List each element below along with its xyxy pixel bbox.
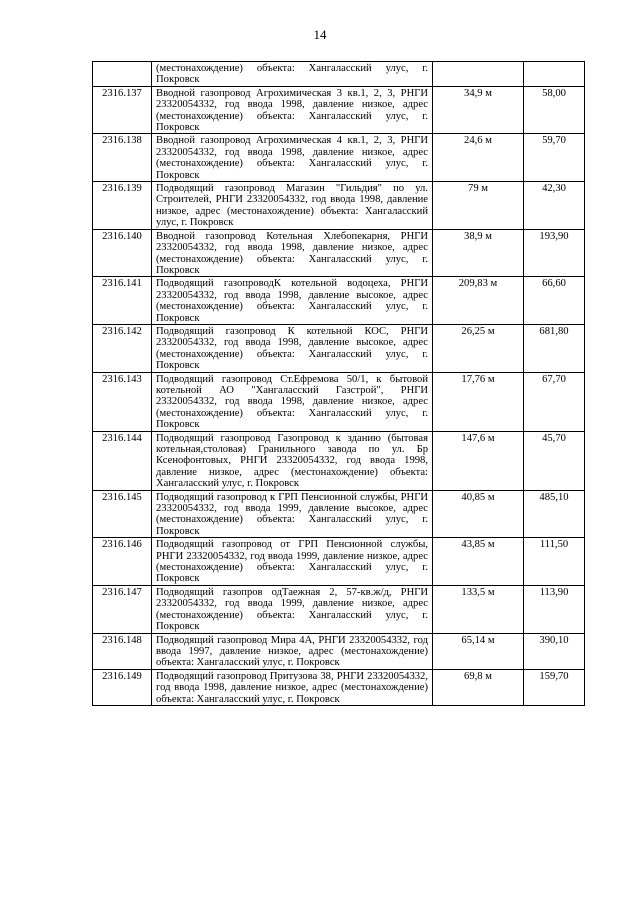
row-description-cell: (местонахождение) объекта: Хангаласский улус, г. Покровск xyxy=(152,62,433,87)
row-value-cell: 390,10 xyxy=(524,633,585,669)
table-row xyxy=(93,372,585,431)
row-description-cell: Вводной газопровод Котельная Хлебопекарня, РНГИ 23320054332, год ввода 1998, давление низкое, адрес (местонахождение) объекта: Хангаласский улус, г. Покровск xyxy=(152,229,433,277)
row-value-cell: 193,90 xyxy=(524,229,585,277)
row-length-cell: 17,76 м xyxy=(433,372,524,431)
table-row xyxy=(93,490,585,538)
row-id-cell: 2316.140 xyxy=(93,229,152,277)
row-id-cell: 2316.141 xyxy=(93,277,152,325)
row-id-cell: 2316.148 xyxy=(93,633,152,669)
row-length-cell: 34,9 м xyxy=(433,86,524,134)
row-id-cell xyxy=(93,62,152,87)
row-description-cell: Вводной газопровод Агрохимическая 3 кв.1, 2, 3, РНГИ 23320054332, год ввода 1998, давление низкое, адрес (местонахождение) объекта: Хангаласский улус, г. Покровск xyxy=(152,86,433,134)
row-description-cell: Подводящий газопровод Ст.Ефремова 50/1, к бытовой котельной АО "Хангаласский Газстрой", РНГИ 23320054332, год ввода 1998, давление низкое, адрес (местонахождение) объекта: Хангаласский улус, г. Покровск xyxy=(152,372,433,431)
row-length-cell: 69,8 м xyxy=(433,669,524,705)
row-id-cell: 2316.138 xyxy=(93,134,152,182)
row-length-cell: 79 м xyxy=(433,182,524,230)
row-length-cell: 40,85 м xyxy=(433,490,524,538)
row-description-cell: Подводящий газопроводК котельной водоцеха, РНГИ 23320054332, год ввода 1998, давление высокое, адрес (местонахождение) объекта: Хангаласский улус, г. Покровск xyxy=(152,277,433,325)
row-length-cell: 38,9 м xyxy=(433,229,524,277)
row-description-cell: Вводной газопровод Агрохимическая 4 кв.1, 2, 3, РНГИ 23320054332, год ввода 1998, давление низкое, адрес (местонахождение) объекта: Хангаласский улус, г. Покровск xyxy=(152,134,433,182)
row-id-cell: 2316.139 xyxy=(93,182,152,230)
row-id-cell: 2316.137 xyxy=(93,86,152,134)
page-number: 14 xyxy=(313,27,327,42)
row-description-cell: Подводящий газопровод Газопровод к зданию (бытовая котельная,столовая) Гранильного завода по ул. Бр Ксенофонтовых, РНГИ 23320054332, год ввода 1998, давление низкое, адрес (местонахождение) объекта: Хангаласский улус, г. Покровск xyxy=(152,431,433,490)
table-row xyxy=(93,324,585,372)
row-value-cell: 66,60 xyxy=(524,277,585,325)
row-id-cell: 2316.142 xyxy=(93,324,152,372)
table-row xyxy=(93,86,585,134)
row-value-cell: 67,70 xyxy=(524,372,585,431)
row-value-cell: 45,70 xyxy=(524,431,585,490)
row-description-cell: Подводящий газопровод Магазин "Гильдия" по ул. Строителей, РНГИ 23320054332, год ввода 1998, давление низкое, адрес (местонахождение) объекта: Хангаласский улус, г. Покровск xyxy=(152,182,433,230)
row-description-cell: Подводящий газопровод от ГРП Пенсионной службы, РНГИ 23320054332, год ввода 1999, давление низкое, адрес (местонахождение) объекта: Хангаласский улус, г. Покровск xyxy=(152,538,433,586)
table-row xyxy=(93,585,585,633)
table-row xyxy=(93,229,585,277)
row-value-cell: 681,80 xyxy=(524,324,585,372)
row-value-cell: 58,00 xyxy=(524,86,585,134)
row-value-cell: 59,70 xyxy=(524,134,585,182)
row-value-cell: 159,70 xyxy=(524,669,585,705)
row-length-cell: 209,83 м xyxy=(433,277,524,325)
table-row xyxy=(93,277,585,325)
row-value-cell: 485,10 xyxy=(524,490,585,538)
row-length-cell xyxy=(433,62,524,87)
row-id-cell: 2316.146 xyxy=(93,538,152,586)
row-id-cell: 2316.145 xyxy=(93,490,152,538)
row-value-cell: 42,30 xyxy=(524,182,585,230)
row-value-cell: 111,50 xyxy=(524,538,585,586)
row-length-cell: 26,25 м xyxy=(433,324,524,372)
row-id-cell: 2316.144 xyxy=(93,431,152,490)
table-row xyxy=(93,538,585,586)
row-description-cell: Подводящий газопровод к ГРП Пенсионной службы, РНГИ 23320054332, год ввода 1999, давление высокое, адрес (местонахождение) объекта: Хангаласский улус, г. Покровск xyxy=(152,490,433,538)
table-row xyxy=(93,134,585,182)
table-row xyxy=(93,62,585,87)
row-value-cell: 113,90 xyxy=(524,585,585,633)
row-description-cell: Подводящий газопров одТаежная 2, 57-кв.ж/д, РНГИ 23320054332, год ввода 1999, давление низкое, адрес (местонахождение) объекта: Хангаласский улус, г. Покровск xyxy=(152,585,433,633)
row-description-cell: Подводящий газопровод К котельной КОС, РНГИ 23320054332, год ввода 1998, давление высокое, адрес (местонахождение) объекта: Хангаласский улус, г. Покровск xyxy=(152,324,433,372)
row-length-cell: 65,14 м xyxy=(433,633,524,669)
table-row xyxy=(93,633,585,669)
row-id-cell: 2316.149 xyxy=(93,669,152,705)
registry-table xyxy=(92,61,585,706)
row-length-cell: 133,5 м xyxy=(433,585,524,633)
row-length-cell: 147,6 м xyxy=(433,431,524,490)
registry-table-body xyxy=(93,62,585,706)
row-description-cell: Подводящий газопровод Притузова 38, РНГИ 23320054332, год ввода 1998, давление низкое, адрес (местонахождение) объекта: Хангаласский улус, г. Покровск xyxy=(152,669,433,705)
row-description-cell: Подводящий газопровод Мира 4А, РНГИ 23320054332, год ввода 1997, давление низкое, адрес (местонахождение) объекта: Хангаласский улус, г. Покровск xyxy=(152,633,433,669)
row-length-cell: 24,6 м xyxy=(433,134,524,182)
table-row xyxy=(93,182,585,230)
row-id-cell: 2316.147 xyxy=(93,585,152,633)
table-row xyxy=(93,669,585,705)
row-length-cell: 43,85 м xyxy=(433,538,524,586)
table-row xyxy=(93,431,585,490)
row-id-cell: 2316.143 xyxy=(93,372,152,431)
row-value-cell xyxy=(524,62,585,87)
